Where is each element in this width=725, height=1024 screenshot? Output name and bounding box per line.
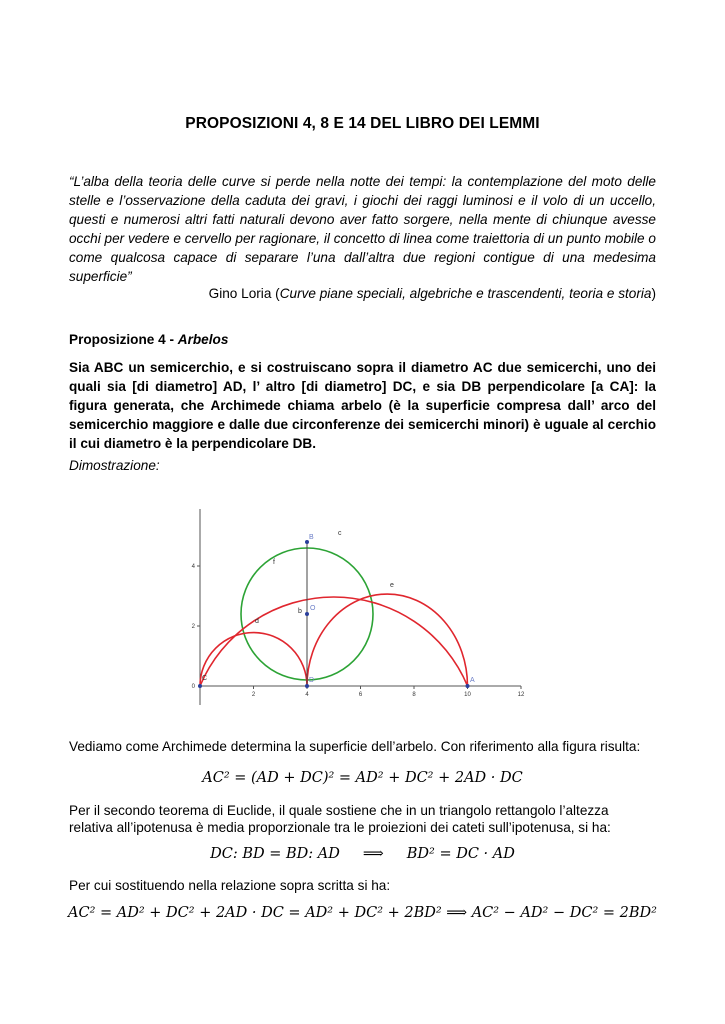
formula-2-text: DC: BD = BD: AD ⟹ BD² = DC · AD: [210, 846, 515, 862]
proposition-heading: [69, 332, 228, 347]
y-tick-label: 2: [191, 624, 195, 630]
x-tick-label: 2: [251, 692, 256, 698]
formula-1-text: AC² = (AD + DC)² = AD² + DC² + 2AD · DC: [202, 770, 523, 786]
paragraph-intro: Vediamo come Archimede determina la superficie dell’arbelo. Con riferimento alla figura risulta:: [69, 739, 641, 754]
y-tick-label: 0: [191, 684, 195, 690]
attribution-author: Gino Loria (: [208, 286, 280, 301]
attribution-work: Curve piane speciali, algebriche e trascendenti, teoria e storia: [279, 286, 652, 301]
label-b-segment: b: [298, 608, 302, 615]
label-c-arc: c: [338, 530, 342, 537]
formula-3: [0, 905, 725, 921]
label-c: C: [202, 675, 208, 682]
x-tick-label: 12: [517, 692, 525, 698]
label-e-arc: e: [390, 582, 394, 589]
point-c: [198, 684, 202, 688]
proposition-label: Proposizione 4 -: [69, 332, 178, 347]
paragraph-euclid: Per il secondo teorema di Euclide, il quale sostiene che in un triangolo rettangolo l’altezza relativa all’ipotenusa è media proporzionale tra le proiezioni dei cateti sull’ipotenusa, si ha:: [69, 803, 611, 835]
point-a: [466, 684, 470, 688]
label-d-arc: d: [255, 618, 259, 625]
x-tick-label: 4: [305, 692, 309, 698]
formula-2: [0, 846, 725, 862]
point-d: [305, 684, 309, 688]
x-tick-label: 8: [412, 692, 416, 698]
proposition-name: Arbelos: [177, 332, 229, 347]
proposition-statement: Sia ABC un semicerchio, e si costruiscano sopra il diametro AC due semicerchi, uno dei quali sia [di diametro] AD, l’ altro [di diametro] DC, e sia DB perpendicolare [a CA]: la figura generata, che Archimede chiama arbelo (è la superficie compresa dall’ arco del semicerchio maggiore e dalle due circonferenze dei semicerchi minori) è uguale al cerchio il cui diametro è la perpendicolare DB.: [69, 360, 656, 451]
arbelos-figure: [178, 505, 528, 710]
point-o: [305, 612, 309, 616]
page-title: PROPOSIZIONI 4, 8 E 14 DEL LIBRO DEI LEMMI: [185, 115, 540, 132]
quote-attribution: [209, 286, 656, 301]
formula-3-text: AC² = AD² + DC² + 2AD · DC = AD² + DC² + 2BD² ⟹ AC² − AD² − DC² = 2BD²: [68, 905, 657, 921]
label-a: A: [470, 677, 475, 684]
attribution-close: ): [651, 286, 656, 301]
opening-quote: “L’alba della teoria delle curve si perde nella notte dei tempi: la contemplazione del moto delle stelle e l’osservazione della caduta dei gravi, i giochi dei raggi luminosi e il volo di un uccello, questi e numerosi altri fatti naturali devono aver fatto sorgere, nella mente di chiunque avesse occhi per vedere e cervello per ragionare, il concetto di linea come traiettoria di un punto mobile o come qualcosa capace di separare l’una dall’altra due regioni contigue di una medesima superficie”: [69, 174, 656, 284]
label-o: O: [310, 605, 316, 612]
demonstration-label: Dimostrazione:: [69, 458, 160, 473]
formula-1: [0, 770, 725, 786]
semicircle-c: [200, 597, 468, 686]
label-b-point: B: [309, 534, 314, 541]
y-tick-label: 4: [191, 564, 195, 570]
label-f-arc: f: [273, 559, 275, 566]
x-tick-label: 10: [464, 692, 471, 698]
x-tick-label: 6: [358, 692, 363, 698]
paragraph-substitution: Per cui sostituendo nella relazione sopra scritta si ha:: [69, 878, 391, 893]
label-d: D: [309, 677, 315, 684]
